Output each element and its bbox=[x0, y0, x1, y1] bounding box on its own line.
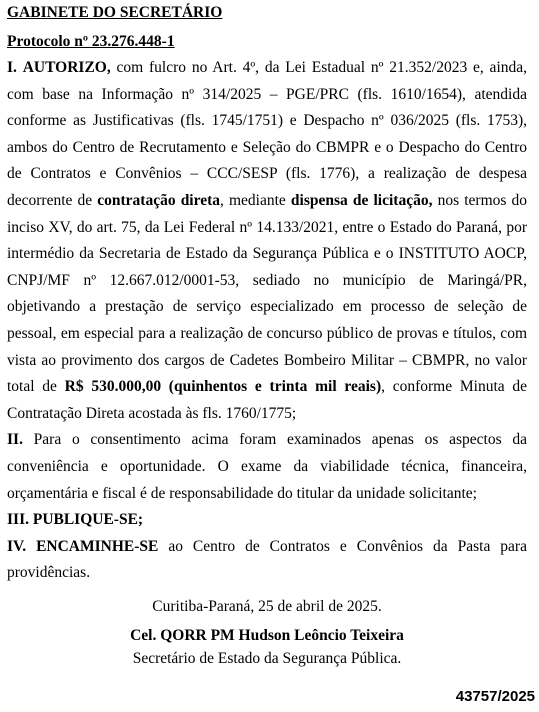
item-2-numeral: II. bbox=[7, 431, 23, 449]
office-heading: GABINETE DO SECRETÁRIO bbox=[7, 4, 223, 21]
item-1-text-a: com fulcro no Art. 4º, da Lei Estadual nº 21.352/2023 e, ainda, com base na Informação nº 314/2025 – PGE/PRC (fls. 1610/1654), atendida conforme as Justificativas (fls. 1745/1751) e Despacho nº 036/2025 (fls. 1753), ambos do Centro de Recrutamento e Seleção do CBMPR e o Despacho do Centro de Contratos e Convênios – CCC/SESP (fls. 1776), a realização de despesa decorrente de bbox=[7, 59, 528, 209]
protocol-heading: Protocolo nº 23.276.448-1 bbox=[7, 33, 175, 50]
place-and-date: Curitiba-Paraná, 25 de abril de 2025. bbox=[152, 597, 382, 615]
item-1-text-b: , mediante bbox=[220, 191, 291, 209]
item-1-paragraph bbox=[7, 55, 527, 427]
document-page bbox=[7, 0, 527, 670]
item-1-text-c: nos termos do inciso XV, do art. 75, da Lei Federal nº 14.133/2021, entre o Estado do Paraná, por intermédio da Secretaria de Estado da Segurança Pública e o INSTITUTO AOCP, CNPJ/MF nº 12.667.012/0001-53, sediado no município de Maringá/PR, objetivando a prestação de serviço especializado em processo de seleção de pessoal, em especial para a realização de concurso público de provas e títulos, com vista ao provimento dos cargos de Cadetes Bombeiro Militar – CBMPR, no valor total de bbox=[7, 191, 528, 396]
item-2-paragraph bbox=[7, 427, 527, 507]
item-4-text: ao Centro de Contratos e Convênios da Pasta para providências. bbox=[7, 537, 527, 582]
item-1-text-d: , conforme Minuta de Contratação Direta acostada às fls. 1760/1775; bbox=[7, 378, 527, 422]
signer-name: Cel. QORR PM Hudson Leôncio Teixeira bbox=[130, 626, 404, 644]
document-id: 43757/2025 bbox=[455, 688, 535, 705]
signer-title: Secretário de Estado da Segurança Pública. bbox=[132, 649, 402, 667]
item-4-numeral: IV. ENCAMINHE-SE bbox=[7, 537, 159, 555]
item-1-numeral: I. bbox=[7, 59, 17, 76]
item-2-text: Para o consentimento acima foram examinados apenas os aspectos da conveniência e oportunidade. O exame da viabilidade técnica, financeira, orçamentária e fiscal é de responsabilidade do titular da unidade solicitante; bbox=[7, 431, 527, 502]
item-4-paragraph bbox=[7, 534, 527, 587]
item-1-bold-total-value: R$ 530.000,00 (quinhentos e trinta mil reais) bbox=[64, 378, 382, 396]
item-3-paragraph: III. PUBLIQUE-SE; bbox=[7, 511, 144, 529]
item-1-verb: AUTORIZO, bbox=[22, 59, 111, 76]
item-1-bold-bidding-waiver: dispensa de licitação, bbox=[290, 191, 433, 209]
item-1-bold-direct-contract: contratação direta bbox=[97, 191, 221, 209]
